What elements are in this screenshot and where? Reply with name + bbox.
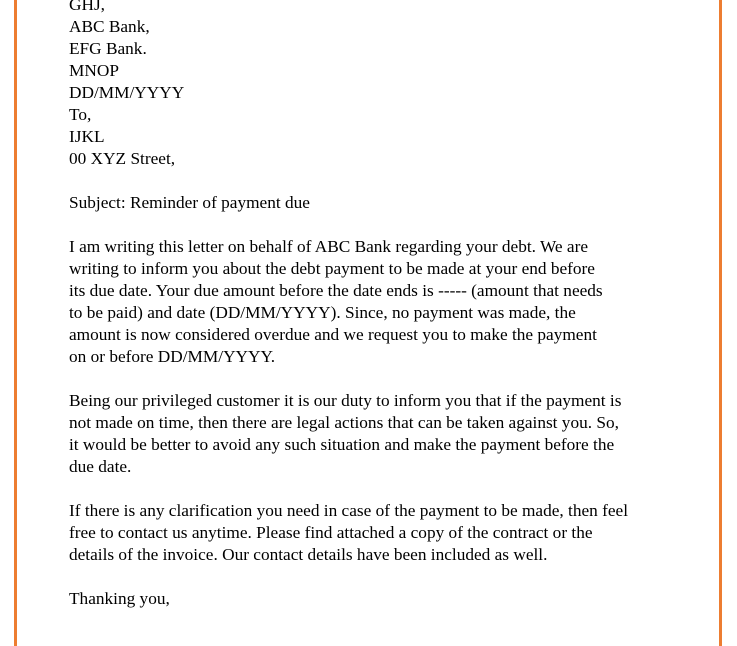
recipient-line: IJKL [69,127,105,146]
paragraph-line: Being our privileged customer it is our duty to inform you that if the payment is [69,391,622,410]
spacer [69,478,669,500]
spacer [69,214,669,236]
paragraph-line: on or before DD/MM/YYYY. [69,347,276,366]
letter-date: DD/MM/YYYY [69,83,185,102]
sender-line: EFG Bank. [69,39,147,58]
paragraph-3 [69,500,669,566]
paragraph-line: If there is any clarification you need in case of the payment to be made, then feel [69,501,629,520]
paragraph-line: details of the invoice. Our contact details have been included as well. [69,545,548,564]
paragraph-line: amount is now considered overdue and we request you to make the payment [69,325,597,344]
paragraph-line: writing to inform you about the debt payment to be made at your end before [69,259,595,278]
recipient-block [69,104,669,170]
subject-line: Subject: Reminder of payment due [69,193,310,212]
closing-line: Thanking you, [69,589,170,608]
recipient-line: To, [69,105,92,124]
sender-line: ABC Bank, [69,17,150,36]
spacer [69,170,669,192]
sender-line: MNOP [69,61,119,80]
paragraph-line: not made on time, then there are legal actions that can be taken against you. So, [69,413,619,432]
letter-body [69,0,669,610]
paragraph-line: I am writing this letter on behalf of ABC Bank regarding your debt. We are [69,237,588,256]
paragraph-1 [69,236,669,368]
sender-block [69,0,669,104]
paragraph-line: free to contact us anytime. Please find attached a copy of the contract or the [69,523,593,542]
sender-line: GHJ, [69,0,106,14]
recipient-line: 00 XYZ Street, [69,149,176,168]
paragraph-line: to be paid) and date (DD/MM/YYYY). Since, no payment was made, the [69,303,576,322]
paragraph-line: it would be better to avoid any such situation and make the payment before the [69,435,615,454]
paragraph-line: its due date. Your due amount before the date ends is ----- (amount that needs [69,281,603,300]
spacer [69,368,669,390]
spacer [69,566,669,588]
paragraph-line: due date. [69,457,132,476]
paragraph-2 [69,390,669,478]
